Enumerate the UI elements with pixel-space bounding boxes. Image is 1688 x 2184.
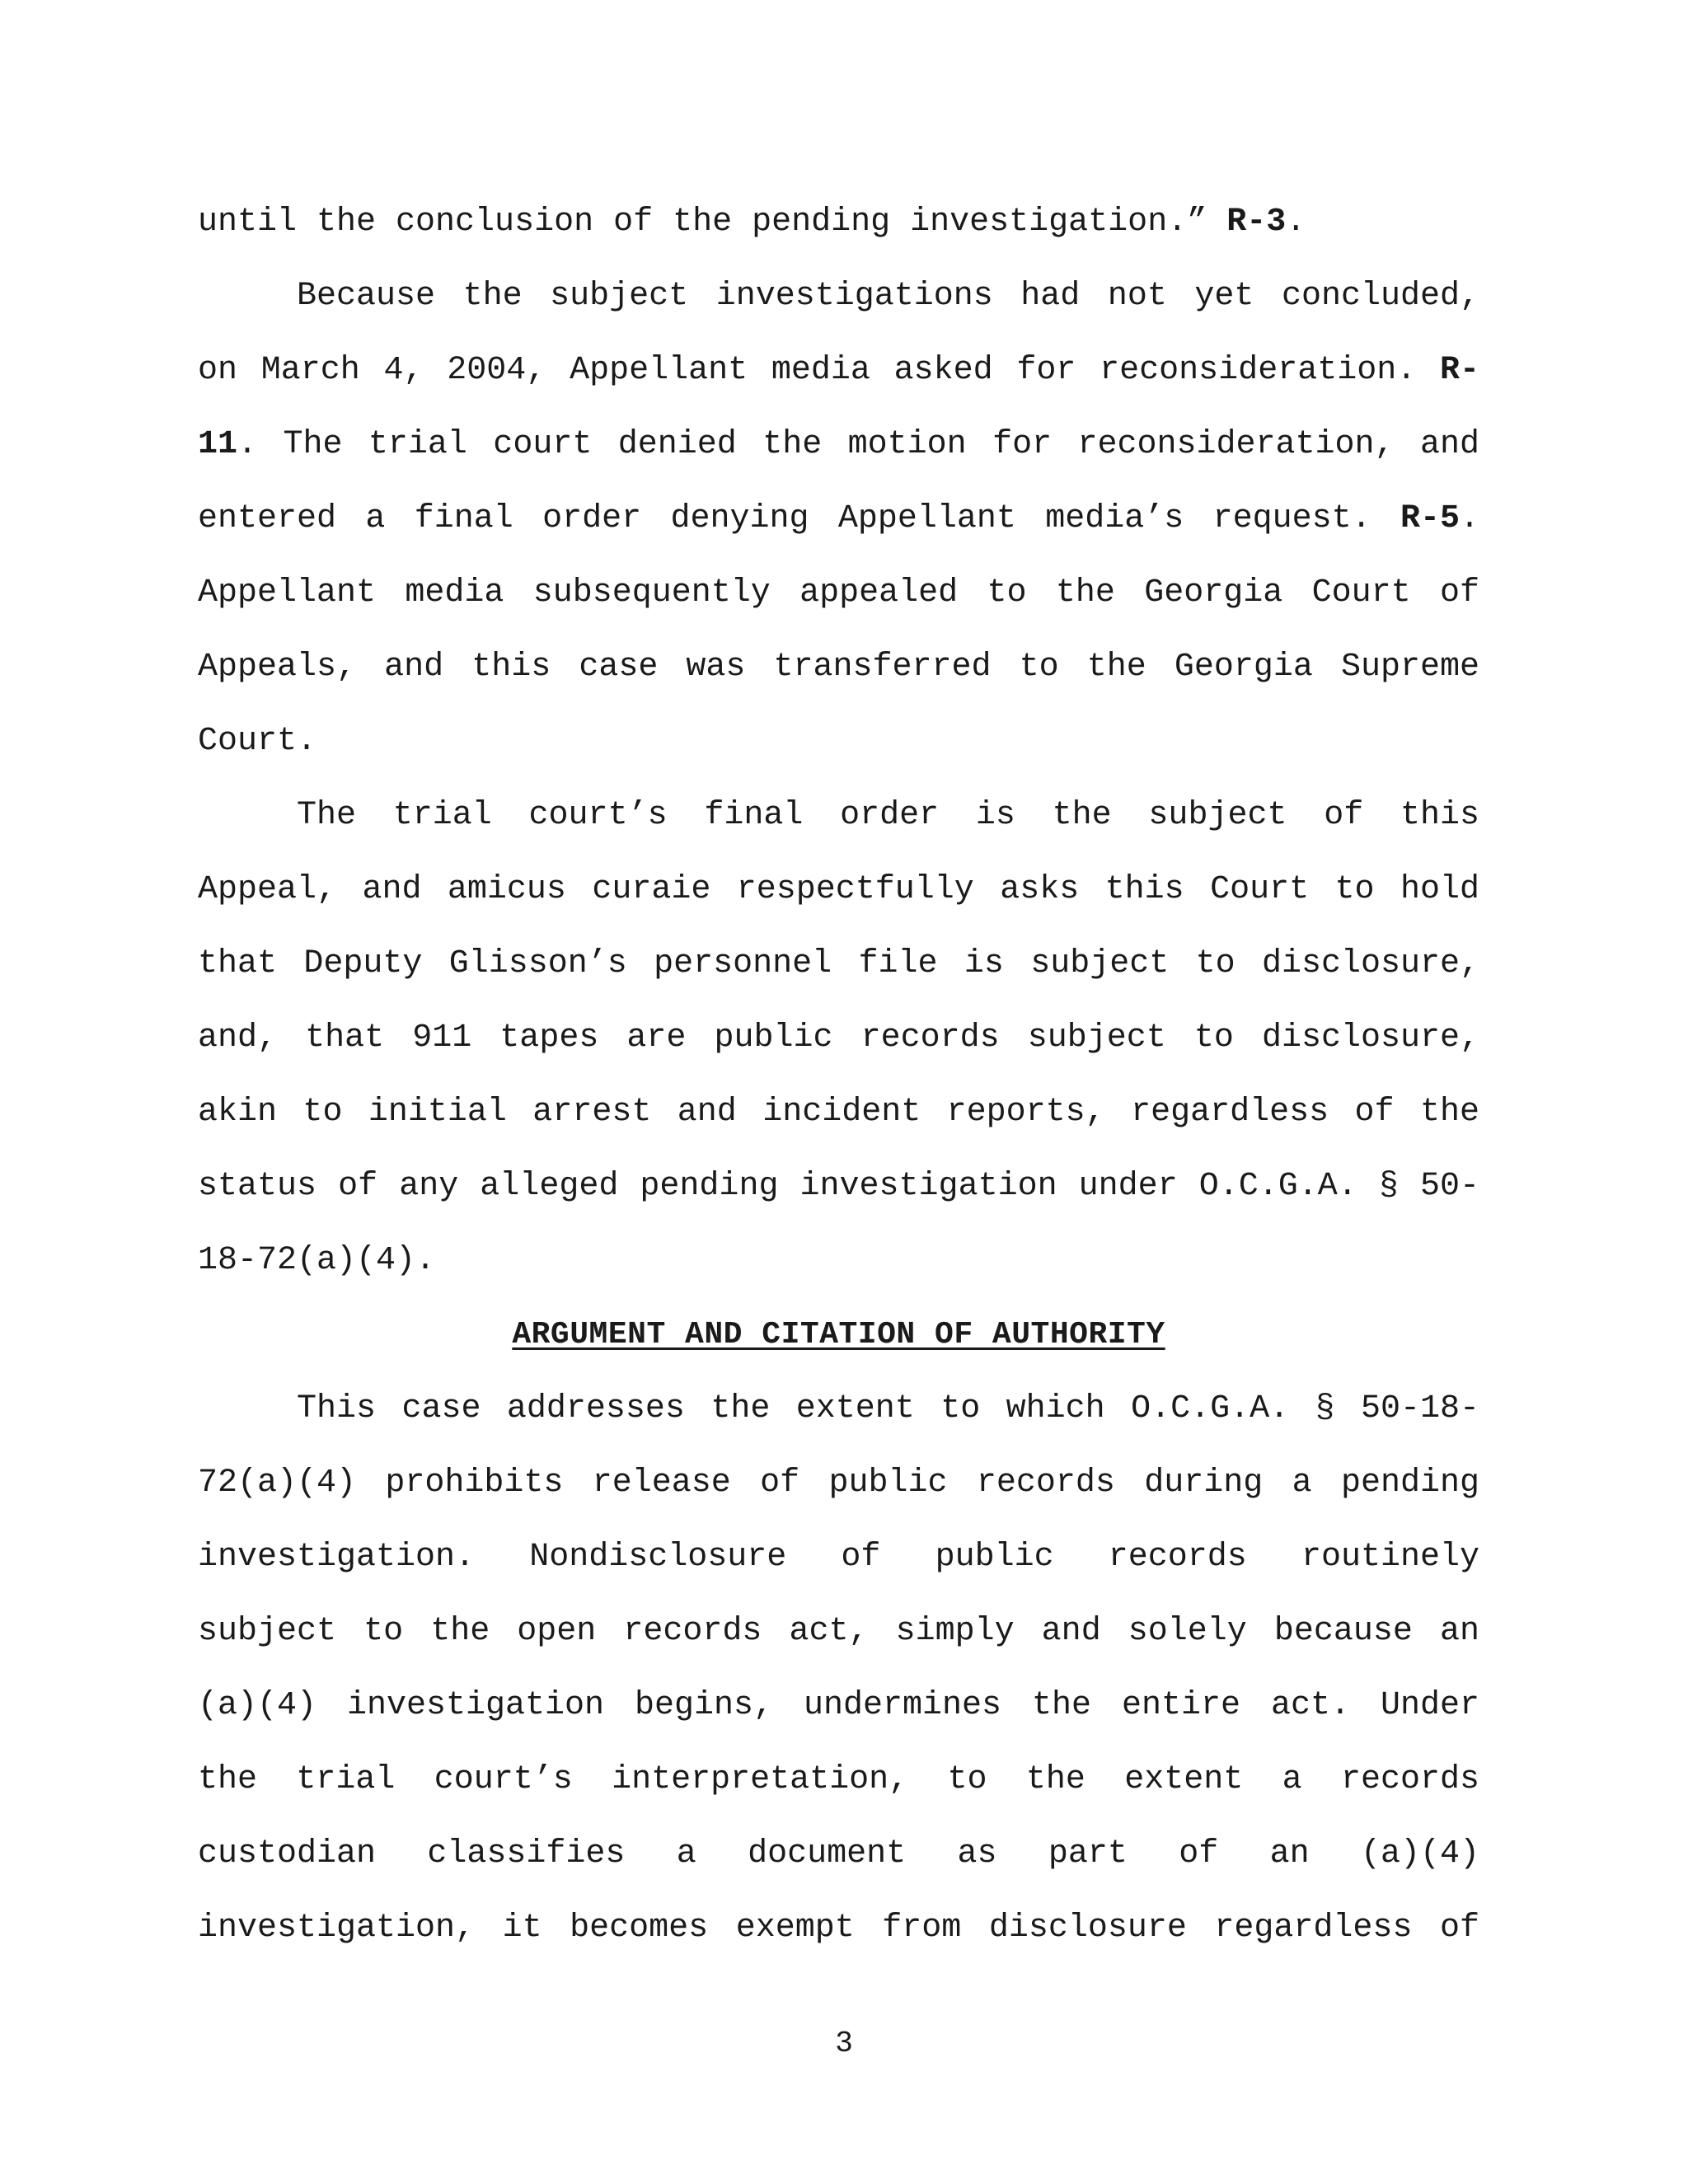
line-text: until the conclusion of the pending investigation.”	[198, 204, 1227, 241]
page-number: 3	[835, 2027, 853, 2060]
text-line: Appeals, and this case was transferred to the Georgia Supreme	[198, 649, 1479, 686]
line-text: .	[1459, 500, 1479, 537]
text-line	[198, 334, 1479, 408]
record-citation: 11	[198, 426, 238, 463]
text-line: that Deputy Glisson’s personnel file is subject to disclosure,	[198, 945, 1479, 982]
record-citation: R-	[1439, 352, 1479, 389]
text-line	[198, 408, 1479, 482]
text-line: akin to initial arrest and incident reports, regardless of the	[198, 1094, 1479, 1131]
paragraph-first-line: The trial court’s final order is the subject of this	[297, 797, 1479, 834]
text-line: 72(a)(4) prohibits release of public records during a pending	[198, 1465, 1479, 1502]
paragraph-first-line: Because the subject investigations had not yet concluded,	[297, 278, 1479, 315]
text-line: Court.	[198, 723, 317, 760]
text-line: the trial court’s interpretation, to the extent a records	[198, 1761, 1479, 1798]
text-line: Appellant media subsequently appealed to the Georgia Court of	[198, 574, 1479, 612]
text-line	[198, 185, 1479, 260]
text-line: 18-72(a)(4).	[198, 1242, 436, 1279]
paragraph-first-line: This case addresses the extent to which O.C.G.A. § 50-18-	[297, 1390, 1479, 1427]
line-text: .	[1286, 204, 1306, 241]
line-text: entered a final order denying Appellant media’s request.	[198, 500, 1400, 537]
text-line: investigation, it becomes exempt from disclosure regardless of	[198, 1910, 1479, 1947]
line-text: on March 4, 2004, Appellant media asked for reconsideration.	[198, 352, 1440, 389]
line-text: . The trial court denied the motion for reconsideration, and	[237, 426, 1479, 463]
text-line: investigation. Nondisclosure of public records routinely	[198, 1539, 1479, 1576]
text-line: and, that 911 tapes are public records subject to disclosure,	[198, 1019, 1479, 1057]
text-line: Appeal, and amicus curaie respectfully asks this Court to hold	[198, 871, 1479, 908]
text-line: custodian classifies a document as part of an (a)(4)	[198, 1835, 1479, 1872]
record-citation: R-5	[1400, 500, 1460, 537]
text-line: subject to the open records act, simply and solely because an	[198, 1613, 1479, 1650]
record-citation: R-3	[1226, 204, 1287, 241]
section-heading: ARGUMENT AND CITATION OF AUTHORITY	[512, 1317, 1165, 1352]
text-line: (a)(4) investigation begins, undermines the entire act. Under	[198, 1687, 1479, 1724]
document-page	[198, 185, 1479, 1966]
text-line: status of any alleged pending investigation under O.C.G.A. § 50-	[198, 1168, 1479, 1205]
text-line	[198, 482, 1479, 556]
